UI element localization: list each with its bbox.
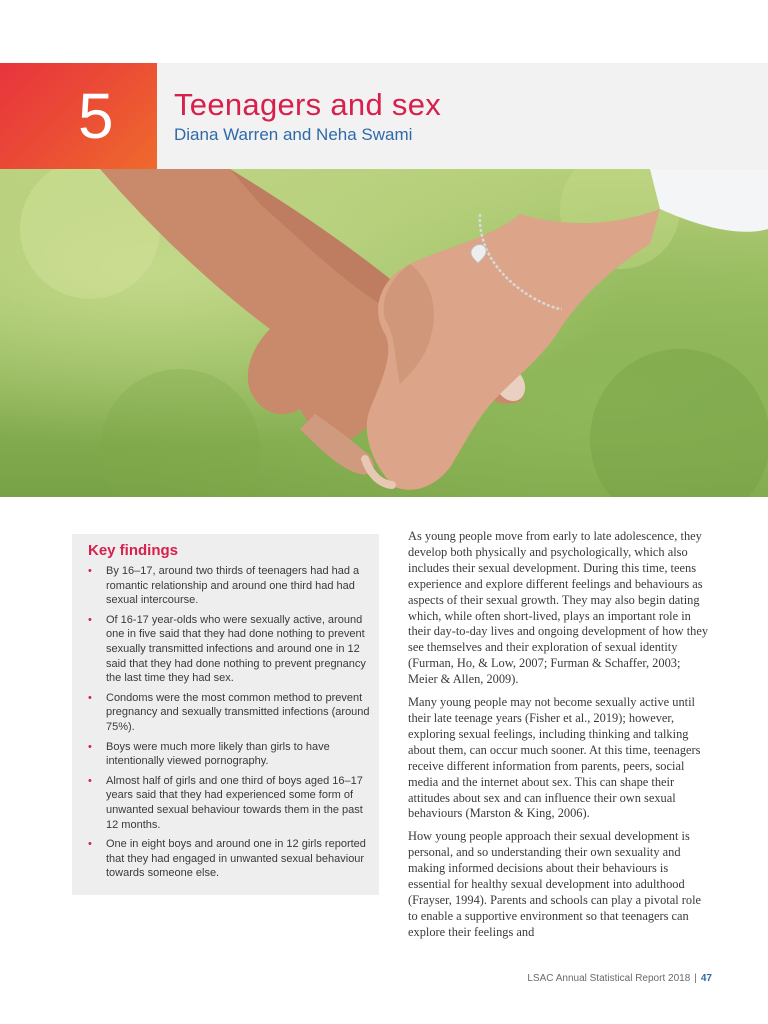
holding-hands-photo bbox=[0, 169, 768, 497]
body-paragraph: As young people move from early to late adolescence, they develop both physically and psychologically, which also includes their sexual development. During this time, teens experience and explore different feelings and behaviours as aspects of their sexual growth. They may also begin dating which, while often short-lived, plays an important role in their day-to-day lives and ongoing development of how they see themselves and their exploration of sexual identity (Furman, Ho, & Low, 2007; Furman & Schaffer, 2003; Meier & Allen, 2009). bbox=[408, 529, 709, 687]
key-finding-item bbox=[88, 613, 370, 686]
chapter-number: 5 bbox=[78, 80, 114, 152]
key-finding-text: By 16–17, around two thirds of teenagers had had a romantic relationship and around one third had had sexual intercourse. bbox=[106, 565, 360, 607]
key-finding-item bbox=[88, 774, 370, 832]
page-number: 47 bbox=[700, 973, 712, 984]
bullet-icon: • bbox=[88, 613, 92, 626]
key-findings-title: Key findings bbox=[88, 542, 179, 559]
key-findings-list bbox=[88, 564, 370, 886]
chapter-authors: Diana Warren and Neha Swami bbox=[174, 125, 413, 144]
holding-hands-illustration bbox=[0, 169, 768, 497]
key-finding-item bbox=[88, 740, 370, 769]
key-finding-item bbox=[88, 837, 370, 881]
body-paragraph: Many young people may not become sexually active until their late teenage years (Fisher et al., 2019); however, exploring sexual feelings, including thinking and talking about them, can occur much sooner. At this time, teenagers receive different information from parents, peers, social media and the internet about sex. This can shape their attitudes about sex and can influence their own sexual behaviours (Marston & King, 2006). bbox=[408, 695, 701, 821]
key-finding-item bbox=[88, 691, 370, 735]
bullet-icon: • bbox=[88, 565, 92, 577]
key-finding-item bbox=[88, 564, 370, 608]
body-paragraph: How young people approach their sexual development is personal, and so understanding their own sexuality and making informed decisions about their behaviours is essential for healthy sexual development into adulthood (Frayser, 1994). Parents and schools can play a pivotal role to enable a supportive environment so that teenagers can explore their feelings and bbox=[408, 829, 702, 939]
bullet-icon: • bbox=[88, 838, 92, 851]
body-text-column bbox=[408, 529, 712, 948]
key-finding-text: Condoms were the most common method to prevent pregnancy and sexually transmitted infections (around 75%). bbox=[106, 691, 370, 733]
key-finding-text: One in eight boys and around one in 12 girls reported that they had engaged in unwanted sexual behaviour towards someone else. bbox=[106, 838, 366, 880]
footer-separator: | bbox=[694, 973, 697, 984]
report-title: LSAC Annual Statistical Report 2018 bbox=[527, 973, 691, 984]
key-finding-text: Of 16-17 year-olds who were sexually active, around one in five said that they had done nothing to prevent sexually transmitted infections and around one in 12 said that they had done nothing to prevent pregnancy the last time they had sex. bbox=[106, 613, 366, 685]
chapter-title: Teenagers and sex bbox=[174, 87, 442, 122]
page-footer bbox=[527, 972, 712, 986]
key-finding-text: Boys were much more likely than girls to have intentionally viewed pornography. bbox=[106, 740, 330, 768]
key-finding-text: Almost half of girls and one third of boys aged 16–17 years said that they had experienced some form of unwanted sexual behaviour towards them in the past 12 months. bbox=[106, 774, 363, 831]
bullet-icon: • bbox=[88, 740, 92, 753]
key-findings-box bbox=[72, 534, 379, 895]
bullet-icon: • bbox=[88, 774, 92, 787]
bullet-icon: • bbox=[88, 691, 92, 704]
